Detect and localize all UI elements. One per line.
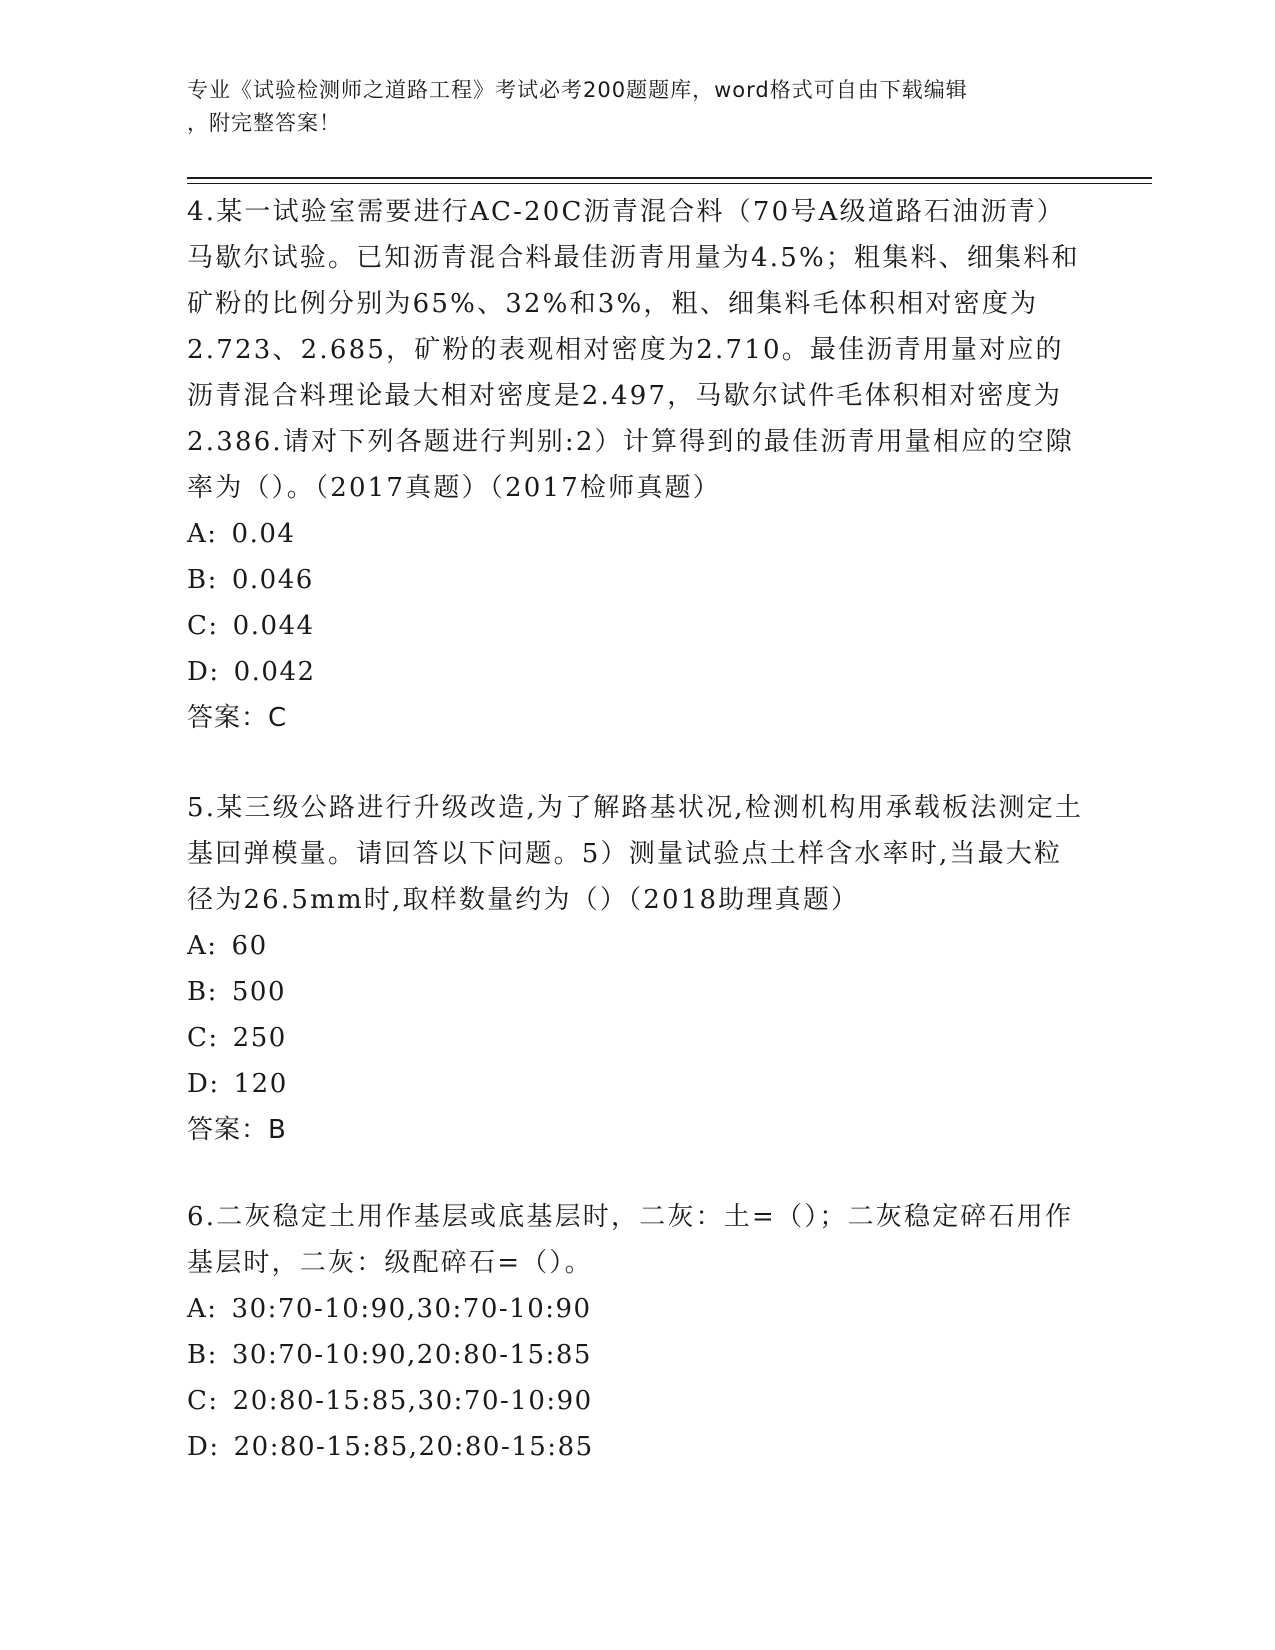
question-4 (187, 189, 1087, 741)
option-b (187, 969, 1087, 1015)
option-value: 30:70-10:90,20:80-15:85 (231, 1340, 592, 1370)
header-rule-thin (187, 183, 1152, 184)
option-letter: B: (187, 565, 218, 595)
option-d (187, 1061, 1087, 1107)
option-a (187, 511, 1087, 557)
option-letter: B: (187, 977, 218, 1007)
header-rule-thick (187, 177, 1152, 179)
document-header (187, 74, 1087, 140)
option-value: 30:70-10:90,30:70-10:90 (231, 1294, 592, 1324)
question-6 (187, 1194, 1087, 1470)
question-text: 4.某一试验室需要进行AC-20C沥青混合料（70号A级道路石油沥青）马歇尔试验。已知沥青混合料最佳沥青用量为4.5%；粗集料、细集料和矿粉的比例分别为65%、32%和3%，粗、细集料毛体积相对密度为2.723、2.685，矿粉的表观相对密度为2.710。最佳沥青用量对应的沥青混合料理论最大相对密度是2.497，马歇尔试件毛体积相对密度为2.386.请对下列各题进行判别:2）计算得到的最佳沥青用量相应的空隙率为（）。（2017真题）（2017检师真题） (187, 197, 1080, 503)
option-c (187, 1015, 1087, 1061)
option-letter: D: (187, 657, 220, 687)
option-letter: B: (187, 1340, 218, 1370)
option-letter: C: (187, 1386, 219, 1416)
question-5 (187, 785, 1087, 1153)
question-text: 6.二灰稳定土用作基层或底基层时，二灰：土=（）；二灰稳定碎石用作基层时，二灰：级配碎石=（）。 (187, 1202, 1074, 1278)
answer-line: 答案：B (187, 1115, 287, 1145)
option-value: 0.04 (231, 519, 296, 549)
option-letter: A: (187, 1294, 218, 1324)
option-letter: A: (187, 519, 218, 549)
option-value: 0.042 (233, 657, 316, 687)
question-text: 5.某三级公路进行升级改造,为了解路基状况,检测机构用承载板法测定土基回弹模量。请回答以下问题。5）测量试验点土样含水率时,当最大粒径为26.5mm时,取样数量约为（）（2018助理真题） (187, 793, 1084, 915)
header-line-1: 专业《试验检测师之道路工程》考试必考200题题库，word格式可自由下载编辑 (187, 78, 968, 102)
option-letter: C: (187, 611, 219, 641)
option-value: 20:80-15:85,20:80-15:85 (233, 1432, 594, 1462)
option-value: 20:80-15:85,30:70-10:90 (232, 1386, 593, 1416)
option-letter: A: (187, 931, 218, 961)
option-d (187, 1424, 1087, 1470)
option-value: 60 (231, 931, 268, 961)
option-b (187, 1332, 1087, 1378)
header-line-2: ，附完整答案！ (187, 111, 341, 135)
option-c (187, 603, 1087, 649)
option-a (187, 1286, 1087, 1332)
option-b (187, 557, 1087, 603)
option-value: 0.044 (232, 611, 315, 641)
option-value: 500 (231, 977, 287, 1007)
option-value: 250 (232, 1023, 287, 1053)
option-a (187, 923, 1087, 969)
option-value: 0.046 (231, 565, 314, 595)
answer-line: 答案：C (187, 703, 288, 733)
option-c (187, 1378, 1087, 1424)
option-letter: C: (187, 1023, 219, 1053)
option-value: 120 (233, 1069, 288, 1099)
option-letter: D: (187, 1069, 220, 1099)
option-d (187, 649, 1087, 695)
option-letter: D: (187, 1432, 220, 1462)
